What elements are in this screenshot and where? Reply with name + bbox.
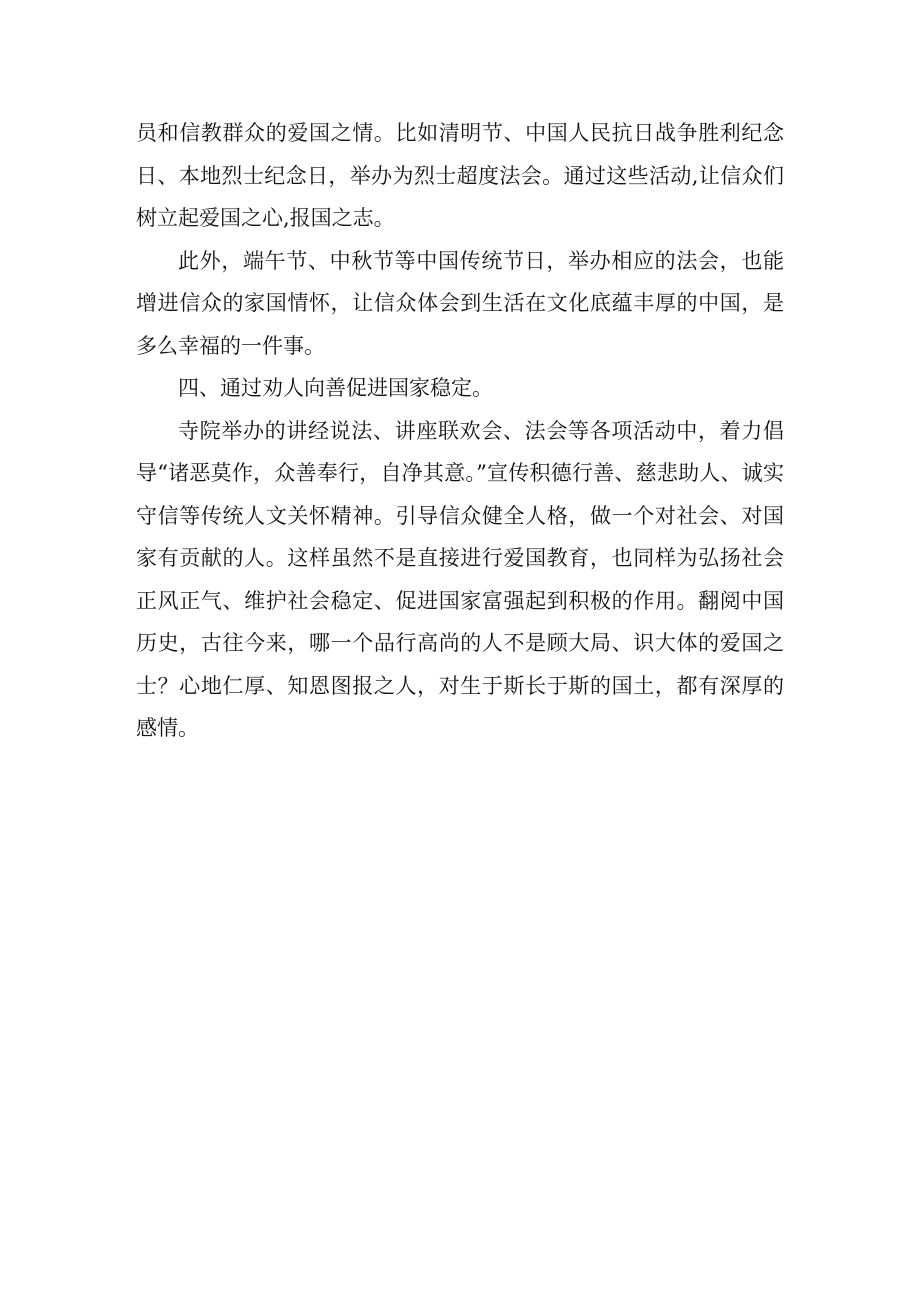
paragraph-temple-activities: 寺院举办的讲经说法、讲座联欢会、法会等各项活动中，着力倡导“诸恶莫作，众善奉行，自净其意。”宣传积德行善、慈悲助人、诚实守信等传统人文关怀精神。引导信众健全人格，做一个对社会、对国家有贡献的人。这样虽然不是直接进行爱国教育，也同样为弘扬社会正风正气、维护社会稳定、促进国家富强起到积极的作用。翻阅中国历史，古往今来，哪一个品行高尚的人不是顾大局、识大体的爱国之士？心地仁厚、知恩图报之人，对生于斯长于斯的国土，都有深厚的感情。	[136, 418, 784, 740]
document-body	[136, 112, 784, 750]
paragraph-continuation: 员和信教群众的爱国之情。比如清明节、中国人民抗日战争胜利纪念日、本地烈士纪念日，举办为烈士超度法会。通过这些活动,让信众们树立起爱国之心,报国之志。	[136, 121, 784, 230]
paragraph-festivals: 此外，端午节、中秋节等中国传统节日，举办相应的法会，也能增进信众的家国情怀，让信众体会到生活在文化底蕴丰厚的中国，是多么幸福的一件事。	[136, 248, 784, 358]
section-heading-four: 四、通过劝人向善促进国家稳定。	[178, 376, 493, 400]
